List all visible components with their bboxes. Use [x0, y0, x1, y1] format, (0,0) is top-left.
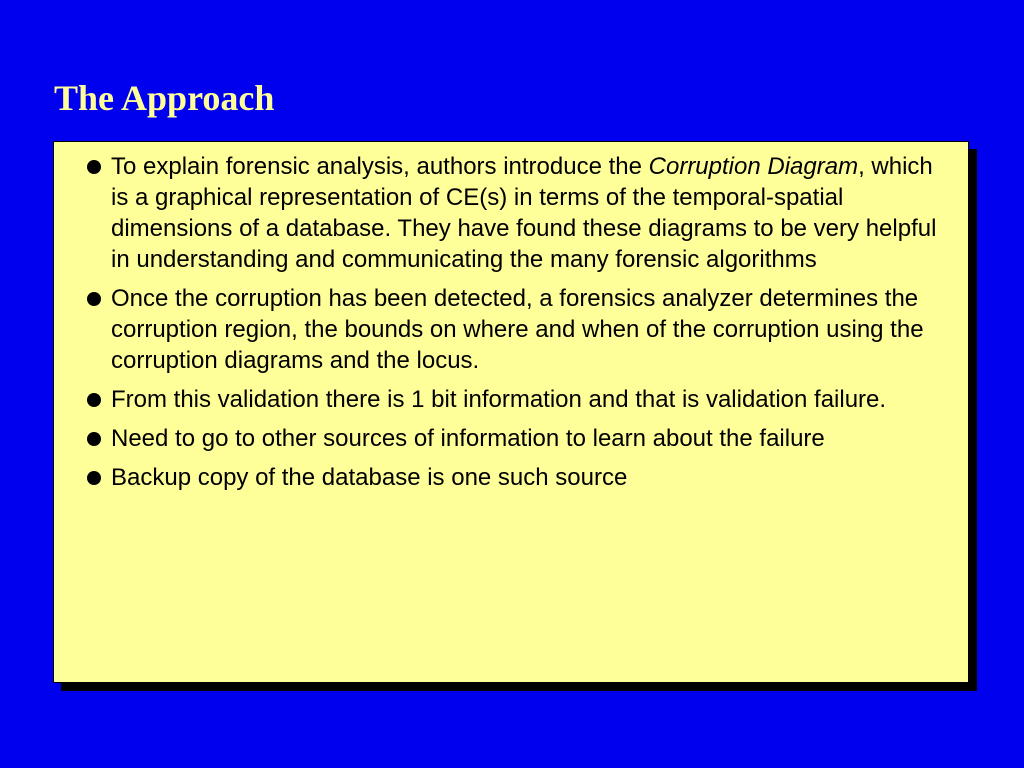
- bullet-dot-icon: [87, 432, 101, 446]
- bullet-item-1: [87, 151, 947, 275]
- bullet-item-2: [87, 283, 947, 376]
- bullet-list: [87, 151, 947, 501]
- bullet-item-3: [87, 384, 947, 415]
- bullet-text-4: Need to go to other sources of information to learn about the failure: [111, 425, 825, 452]
- bullet-dot-icon: [87, 393, 101, 407]
- bullet-item-4: [87, 423, 947, 454]
- bullet-dot-icon: [87, 292, 101, 306]
- bullet-dot-icon: [87, 160, 101, 174]
- bullet-text-1-before: To explain forensic analysis, authors introduce the: [111, 153, 649, 180]
- bullet-text-1-emphasis: Corruption Diagram: [648, 153, 859, 180]
- bullet-item-5: [87, 462, 947, 493]
- bullet-text-1-after: , which is a graphical representation of CE(s) in terms of the temporal-spatial dimensions of a database. They have found these diagrams to be very helpful in understanding and communicating the many forensic algorithms: [111, 153, 937, 273]
- slide-title: The Approach: [54, 78, 275, 118]
- bullet-text-3: From this validation there is 1 bit information and that is validation failure.: [111, 386, 887, 413]
- content-box: [53, 141, 969, 683]
- bullet-text-2: Once the corruption has been detected, a forensics analyzer determines the corruption region, the bounds on where and when of the corruption using the corruption diagrams and the locus.: [111, 285, 924, 374]
- bullet-text-5: Backup copy of the database is one such source: [111, 464, 628, 491]
- bullet-dot-icon: [87, 471, 101, 485]
